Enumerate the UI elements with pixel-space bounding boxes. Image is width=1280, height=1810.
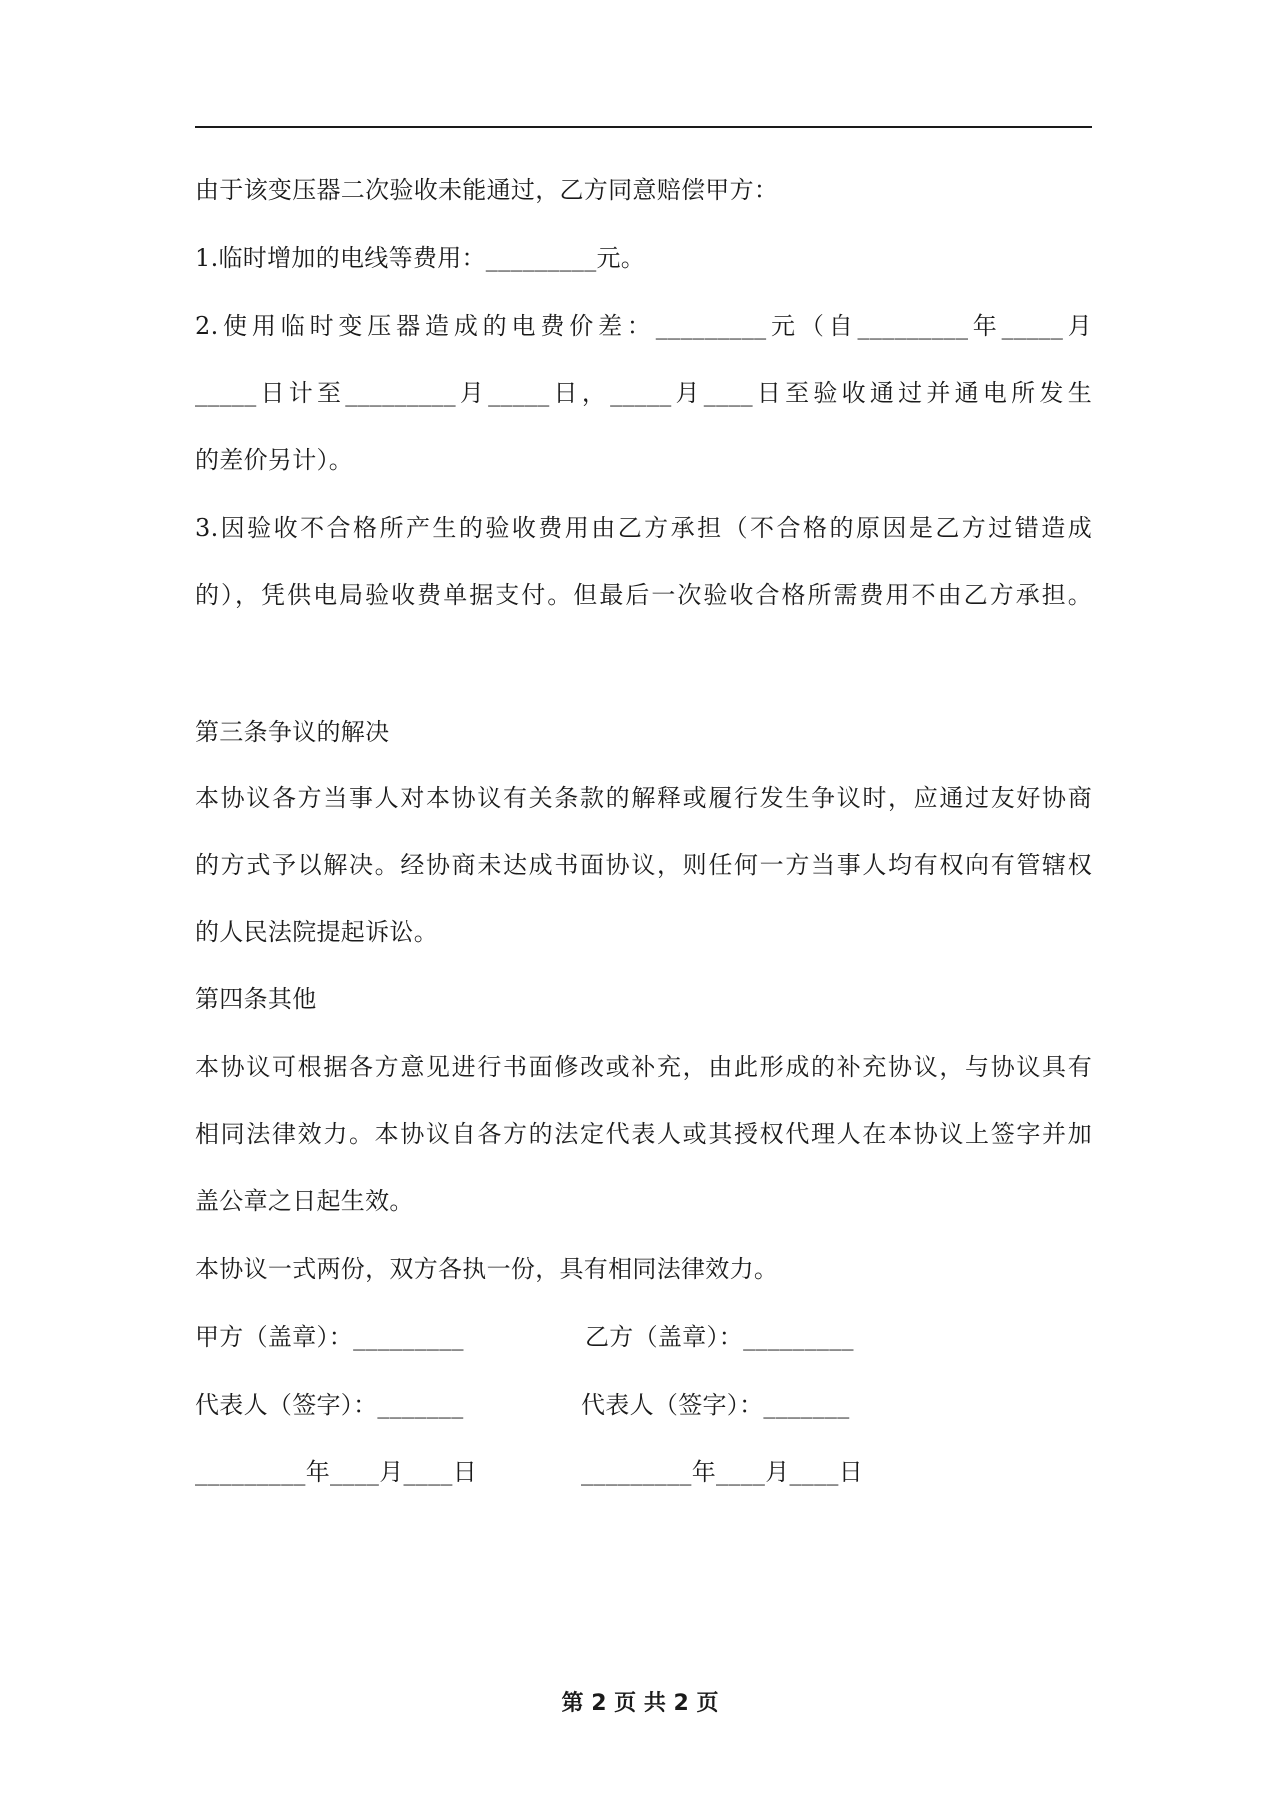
party-b-seal: 乙方（盖章）：_________ bbox=[585, 1323, 854, 1351]
paragraph-dispute-line-1: 本协议各方当事人对本协议有关条款的解释或履行发生争议时，应通过友好协商 bbox=[195, 784, 1092, 812]
paragraph-item-2-line-2: _____日计至_________月_____日，_____月____日至验收通过并通电所发生 bbox=[195, 379, 1092, 407]
party-b-date: _________年____月____日 bbox=[581, 1458, 863, 1486]
article-3-heading: 第三条争议的解决 bbox=[195, 718, 390, 746]
paragraph-item-2-line-1: 2.使用临时变压器造成的电费价差：_________元（自_________年_____月 bbox=[195, 312, 1092, 340]
paragraph-other-line-3: 盖公章之日起生效。 bbox=[195, 1187, 414, 1215]
paragraph-compensation-intro: 由于该变压器二次验收未能通过，乙方同意赔偿甲方： bbox=[195, 176, 779, 204]
paragraph-other-line-1: 本协议可根据各方意见进行书面修改或补充，由此形成的补充协议，与协议具有 bbox=[195, 1053, 1092, 1081]
paragraph-item-1: 1.临时增加的电线等费用：_________元。 bbox=[195, 244, 646, 272]
page-number-footer: 第 2 页 共 2 页 bbox=[561, 1691, 719, 1716]
party-a-seal: 甲方（盖章）：_________ bbox=[195, 1323, 464, 1351]
party-a-representative: 代表人（签字）：_______ bbox=[195, 1391, 464, 1419]
header-rule bbox=[195, 126, 1092, 128]
paragraph-item-3-line-1: 3.因验收不合格所产生的验收费用由乙方承担（不合格的原因是乙方过错造成 bbox=[195, 514, 1092, 542]
paragraph-item-3-line-2: 的），凭供电局验收费单据支付。但最后一次验收合格所需费用不由乙方承担。 bbox=[195, 581, 1092, 609]
party-a-date: _________年____月____日 bbox=[195, 1458, 477, 1486]
article-4-heading: 第四条其他 bbox=[195, 985, 317, 1013]
paragraph-copies: 本协议一式两份，双方各执一份，具有相同法律效力。 bbox=[195, 1255, 779, 1283]
paragraph-dispute-line-3: 的人民法院提起诉讼。 bbox=[195, 918, 438, 946]
party-b-representative: 代表人（签字）：_______ bbox=[581, 1391, 850, 1419]
paragraph-dispute-line-2: 的方式予以解决。经协商未达成书面协议，则任何一方当事人均有权向有管辖权 bbox=[195, 851, 1092, 879]
paragraph-other-line-2: 相同法律效力。本协议自各方的法定代表人或其授权代理人在本协议上签字并加 bbox=[195, 1120, 1092, 1148]
paragraph-item-2-line-3: 的差价另计）。 bbox=[195, 446, 354, 474]
